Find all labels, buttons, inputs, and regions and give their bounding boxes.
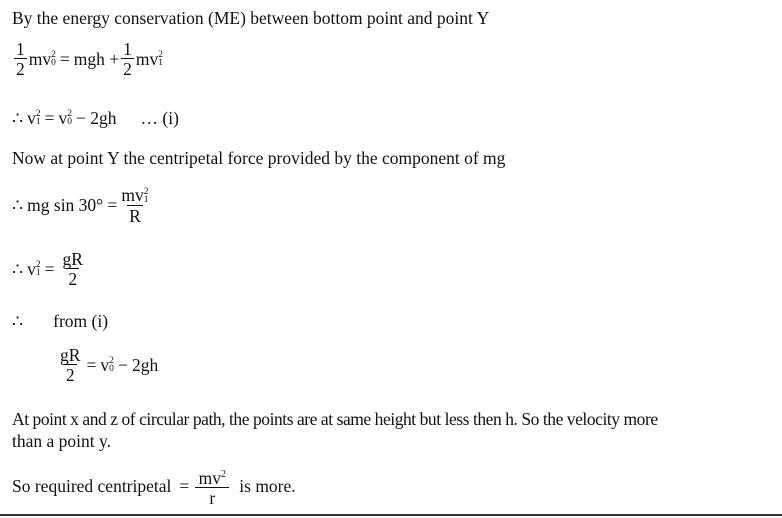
bottom-divider: [0, 514, 782, 516]
centripetal-equation: ∴ mg sin 30° = mv 2 1 R: [12, 185, 149, 226]
combined-equation: $\frac{gR}{2}$ = v 2 0 − 2gh: [60, 345, 159, 385]
from-i-line: ∴ from (i): [12, 311, 109, 331]
intro-text: By the energy conservation (ME) between bottom point and point Y: [12, 8, 490, 28]
equation-label: … (i): [140, 108, 179, 128]
v1-squared-equation: ∴ v 2 1 = $\frac{gR}{2}$: [12, 249, 83, 289]
statement-centripetal: Now at point Y the centripetal force provided by the component of mg: [12, 148, 506, 168]
velocity-equation-i: ∴ v 2 1 = v 2 0 − 2gh … (i): [12, 108, 179, 128]
final-conclusion: So required centripetal = $\frac{mv^2}{r}$ is more.: [12, 467, 296, 508]
paragraph-heights-line1: At point x and z of circular path, the points are at same height but less then h. So the velocity more: [12, 409, 658, 429]
fraction-half: $\frac{1}{2}$: [16, 39, 25, 79]
energy-equation: $\frac{1}{2}$ mv 2 0 = mgh + $\frac{1}{2}$ mv 2 1: [16, 39, 163, 79]
paragraph-heights-line2: than a point y.: [12, 431, 111, 451]
fraction-half: $\frac{1}{2}$: [123, 39, 132, 79]
